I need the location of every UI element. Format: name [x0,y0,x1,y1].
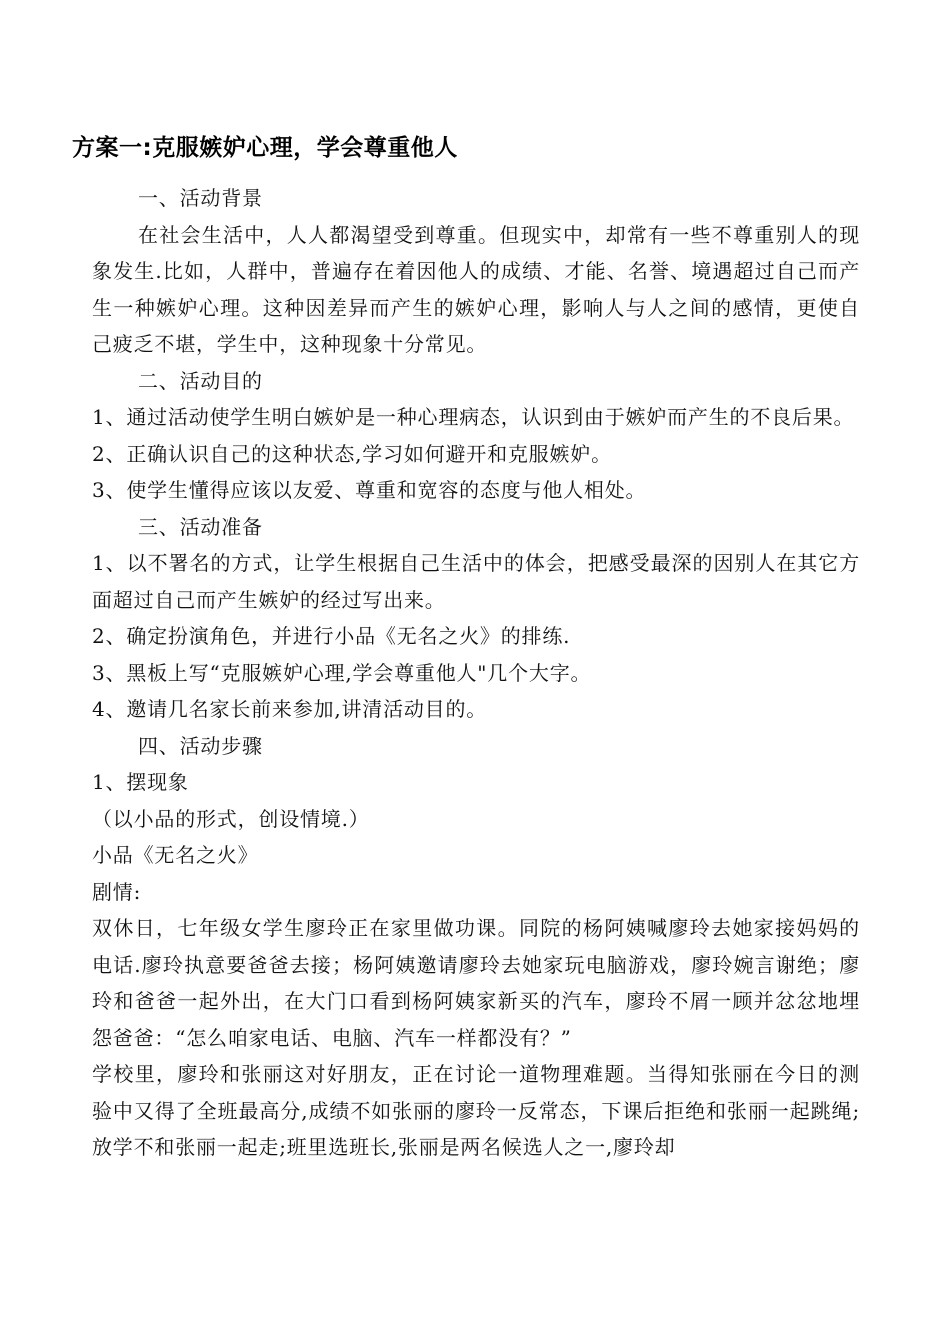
purpose-item: 2、正确认识自己的这种状态,学习如何避开和克服嫉妒。 [92,441,612,466]
preparation-item: 3、黑板上写“克服嫉妒心理,学会尊重他人"几个大字。 [92,660,592,685]
purpose-item: 3、使学生懂得应该以友爱、尊重和宽容的态度与他人相处。 [92,478,647,502]
plot-paragraph: 双休日，七年级女学生廖玲正在家里做功课。同院的杨阿姨喊廖玲去她家接妈妈的电话.廖玲执意要爸爸去接；杨阿姨邀请廖玲去她家玩电脑游戏，廖玲婉言谢绝；廖玲和爸爸一起外出，在大门口看到杨阿姨家新买的汽车，廖玲不屑一顾并忿忿地埋怨爸爸：“怎么咱家电话、电脑、汽车一样都没有？” [92,916,860,1050]
section-heading-background: 一、活动背景 [138,186,263,210]
step-note: （以小品的形式，创设情境.） [92,806,370,831]
skit-title: 小品《无名之火》 [92,843,259,867]
purpose-item: 1、通过活动使学生明白嫉妒是一种心理病态，认识到由于嫉妒而产生的不良后果。 [92,405,855,429]
plot-label: 剧情: [92,879,142,904]
section-heading-steps: 四、活动步骤 [138,733,263,758]
background-paragraph: 在社会生活中，人人都渴望受到尊重。但现实中，却常有一些不尊重别人的现象发生.比如，人群中，普遍存在着因他人的成绩、才能、名誉、境遇超过自己而产生一种嫉妒心理。这种因差异而产生的嫉妒心理，影响人与人之间的感情，更使自己疲乏不堪，学生中，这种现象十分常见。 [92,222,860,356]
step-subheading: 1、摆现象 [92,770,189,794]
document-title: 方案一:克服嫉妒心理，学会尊重他人 [72,135,458,161]
section-heading-preparation: 三、活动准备 [138,514,263,539]
document-body [72,128,860,1166]
plot-paragraph: 学校里，廖玲和张丽这对好朋友，正在讨论一道物理难题。当得知张丽在今日的测验中又得了全班最高分,成绩不如张丽的廖玲一反常态，下课后拒绝和张丽一起跳绳;放学不和张丽一起走;班里选班长,张丽是两名候选人之一,廖玲却 [92,1062,860,1159]
preparation-item: 2、确定扮演角色，并进行小品《无名之火》的排练. [92,624,571,648]
preparation-item: 4、邀请几名家长前来参加,讲清活动目的。 [92,697,488,721]
preparation-item: 1、以不署名的方式，让学生根据自己生活中的体会，把感受最深的因别人在其它方面超过自己而产生嫉妒的经过写出来。 [92,551,860,612]
section-heading-purpose: 二、活动目的 [138,368,263,393]
